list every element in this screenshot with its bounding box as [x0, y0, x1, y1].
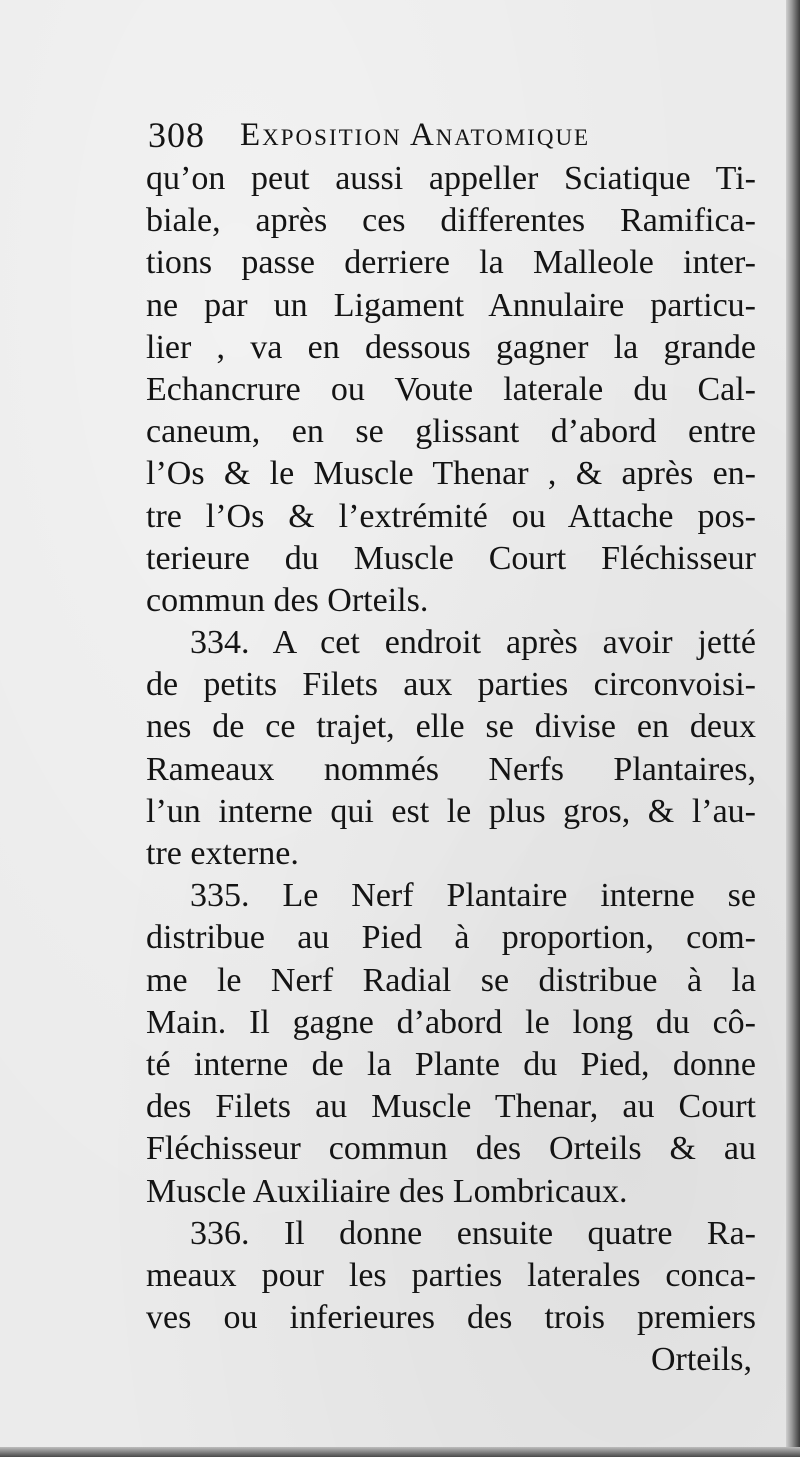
paragraph-335-start: 335. Le Nerf Plantaire interne se: [190, 877, 756, 915]
text-line: biale, après ces differentes Ramifica-: [146, 202, 756, 240]
text-line: de petits Filets aux parties circonvoisi-: [146, 666, 756, 704]
page-header: [148, 112, 768, 158]
paragraph-336-start: 336. Il donne ensuite quatre Ra-: [190, 1214, 756, 1252]
text-line: me le Nerf Radial se distribue à la: [146, 961, 756, 999]
text-line: l’Os & le Muscle Thenar , & après en-: [146, 455, 756, 493]
page-bottom-edge: [0, 1447, 800, 1457]
text-line: nes de ce trajet, elle se divise en deux: [146, 708, 756, 746]
text-line: Main. Il gagne d’abord le long du cô-: [146, 1003, 756, 1041]
text-line: té interne de la Plante du Pied, donne: [146, 1045, 756, 1083]
page-number: 308: [148, 115, 205, 155]
text-line: meaux pour les parties laterales conca-: [146, 1256, 756, 1294]
text-line: lier , va en dessous gagner la grande: [146, 328, 756, 366]
paragraph-334-start: 334. A cet endroit après avoir jetté: [190, 624, 756, 662]
text-line: Fléchisseur commun des Orteils & au: [146, 1130, 756, 1168]
catchword: Orteils,: [650, 1341, 752, 1379]
text-line: tre externe.: [146, 835, 299, 872]
text-line: qu’on peut aussi appeller Sciatique Ti-: [146, 160, 756, 197]
text-line: distribue au Pied à proportion, com-: [146, 919, 756, 957]
text-line: Muscle Auxiliaire des Lombricaux.: [146, 1172, 628, 1210]
text-line: commun des Orteils.: [146, 581, 429, 619]
text-line: des Filets au Muscle Thenar, au Court: [146, 1088, 756, 1126]
text-line: ne par un Ligament Annulaire particu-: [146, 286, 756, 324]
text-line: terieure du Muscle Court Fléchisseur: [146, 539, 756, 577]
text-line: caneum, en se glissant d’abord entre: [146, 413, 756, 451]
text-line: l’un interne qui est le plus gros, & l’au-: [146, 792, 756, 830]
running-title: Exposition Anatomique: [240, 117, 591, 153]
text-line: Rameaux nommés Nerfs Plantaires,: [146, 750, 756, 788]
body-text: [146, 158, 756, 1381]
text-line: tions passe derriere la Malleole inter-: [146, 244, 756, 282]
text-line: Echancrure ou Voute laterale du Cal-: [146, 370, 756, 408]
text-line: tre l’Os & l’extrémité ou Attache pos-: [146, 497, 756, 535]
page-edge-shadow: [786, 0, 800, 1457]
text-line: ves ou inferieures des trois premiers: [146, 1299, 756, 1337]
